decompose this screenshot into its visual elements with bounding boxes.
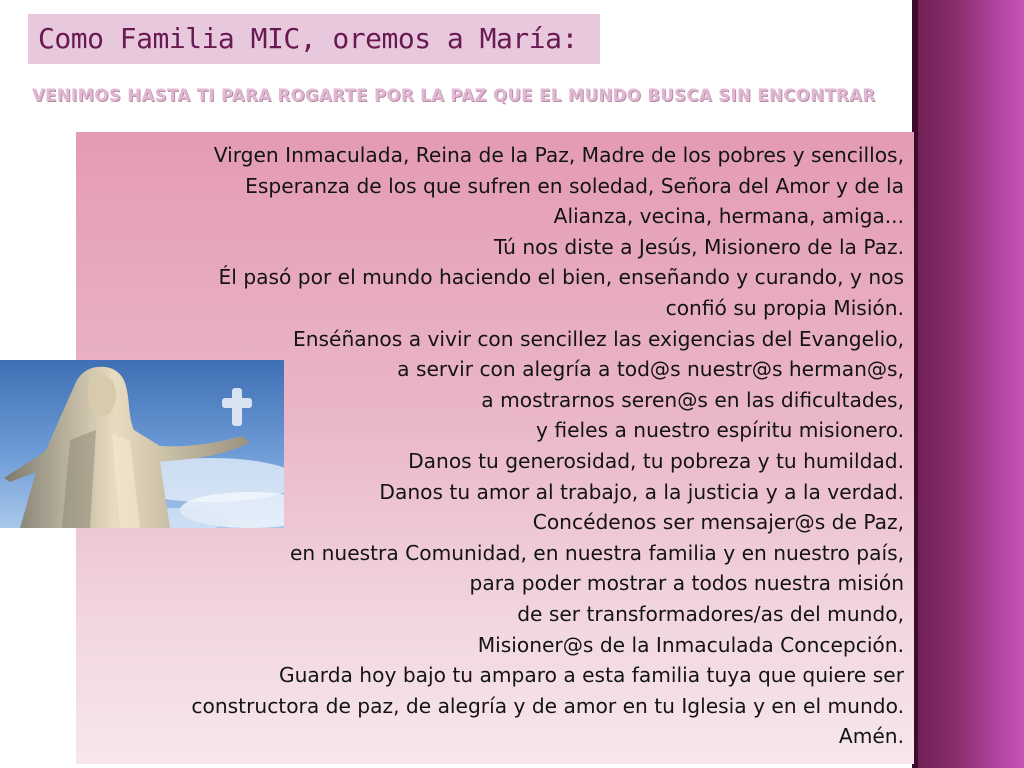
prayer-line: de ser transformadores/as del mundo, <box>517 601 904 626</box>
statue-of-virgin-mary-photo <box>0 360 284 528</box>
slide-subtitle: VENIMOS HASTA TI PARA ROGARTE POR LA PAZ QUE EL MUNDO BUSCA SIN ENCONTRAR <box>32 86 876 105</box>
prayer-line: a mostrarnos seren@s en las dificultades, <box>481 387 904 412</box>
prayer-line: Enséñanos a vivir con sencillez las exigencias del Evangelio, <box>292 326 904 351</box>
slide-title: Como Familia MIC, oremos a María: <box>38 22 578 55</box>
prayer-line: a servir con alegría a tod@s nuestr@s herman@s, <box>397 357 904 382</box>
prayer-line: Danos tu generosidad, tu pobreza y tu humildad. <box>408 448 904 473</box>
prayer-line: en nuestra Comunidad, en nuestra familia y en nuestro país, <box>289 540 904 565</box>
prayer-line: confió su propia Misión. <box>665 295 904 320</box>
prayer-line: Guarda hoy bajo tu amparo a esta familia tuya que quiere ser <box>278 663 904 688</box>
prayer-line: y fieles a nuestro espíritu misionero. <box>536 418 904 443</box>
title-box <box>28 14 600 64</box>
prayer-line: Esperanza de los que sufren en soledad, Señora del Amor y de la <box>245 173 904 198</box>
prayer-line: para poder mostrar a todos nuestra misión <box>469 571 904 596</box>
prayer-line: Danos tu amor al trabajo, a la justicia y a la verdad. <box>379 479 904 504</box>
prayer-line: constructora de paz, de alegría y de amor en tu Iglesia y en el mundo. <box>191 693 904 718</box>
prayer-line: Tú nos diste a Jesús, Misionero de la Paz. <box>493 234 904 259</box>
prayer-line: Concédenos ser mensajer@s de Paz, <box>532 510 904 535</box>
prayer-line: Amén. <box>838 724 904 749</box>
decorative-side-band <box>912 0 1024 768</box>
prayer-line: Alianza, vecina, hermana, amiga... <box>553 204 904 229</box>
prayer-line: Misioner@s de la Inmaculada Concepción. <box>477 632 904 657</box>
prayer-line: Virgen Inmaculada, Reina de la Paz, Madre de los pobres y sencillos, <box>213 143 904 167</box>
prayer-line: Él pasó por el mundo haciendo el bien, enseñando y curando, y nos <box>218 265 904 290</box>
